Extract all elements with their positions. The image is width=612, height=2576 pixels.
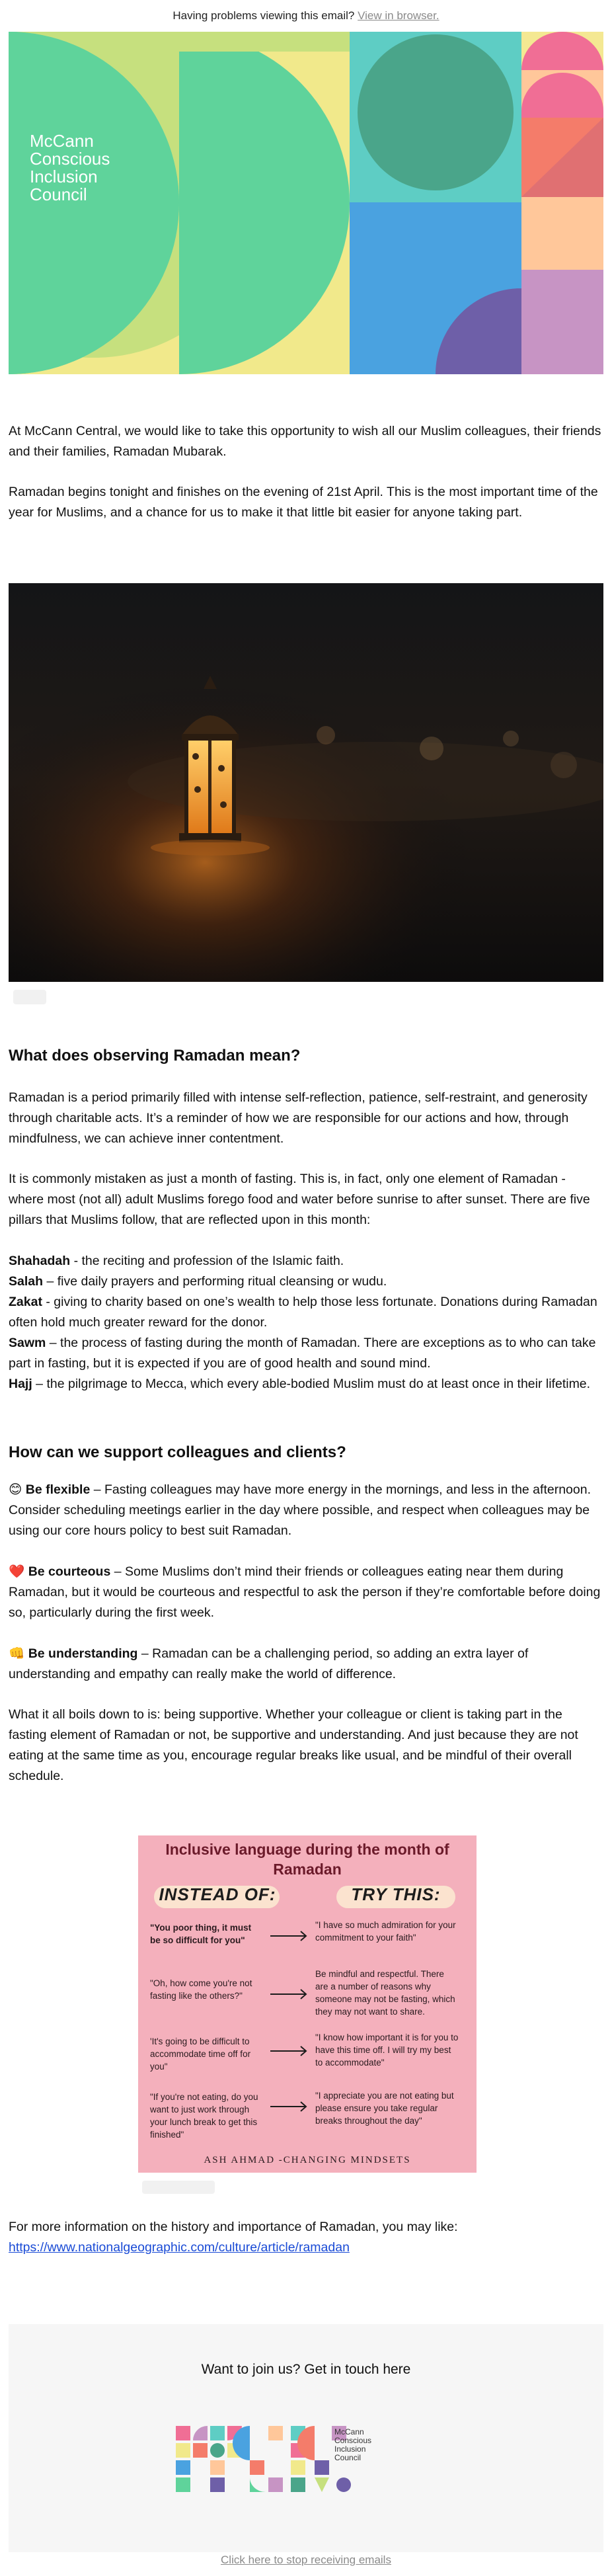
pillar-item: Salah – five daily prayers and performing ritual cleansing or wudu. [9, 1274, 387, 1289]
pillar-item: Shahadah - the reciting and profession of the Islamic faith. [9, 1254, 344, 1268]
right-arrow-icon [270, 2102, 306, 2111]
join-us-cta[interactable]: Want to join us? Get in touch here [201, 2362, 411, 2377]
section-heading-support: How can we support colleagues and clients? [9, 1443, 346, 1461]
more-info-paragraph [9, 2217, 603, 2258]
right-arrow-icon [270, 1990, 306, 1999]
instead-header: INSTEAD OF: [159, 1884, 276, 1904]
section1-paragraph-1: Ramadan is a period primarily filled with intense self-reflection, patience, self-restraint, and generosity through charitable acts. It’s a reminder of how we are responsible for our actions and how, through mindfulness, we can achieve inner contentment. [9, 1090, 588, 1146]
section-heading-observing: What does observing Ramadan mean? [9, 1047, 301, 1065]
footer-logo-text [334, 2428, 371, 2462]
intro-paragraph-1: At McCann Central, we would like to take this opportunity to wish all our Muslim colleagues, their friends and their families, Ramadan Mubarak. [9, 424, 601, 459]
logo-line: Inclusion [30, 167, 98, 186]
pillar-item: Sawm – the process of fasting during the month of Ramadan. There are exceptions as to who can take part in fasting, but it is expected if you are of good health and sound mind. [9, 1336, 596, 1371]
instead-text: 'It's going to be difficult to accommodate time off for you" [150, 2036, 251, 2072]
lantern-photo [9, 583, 603, 982]
instead-text: "You poor thing, it must be so difficult for you" [150, 1923, 252, 1945]
smile-emoji-icon: 😊 [9, 1482, 22, 1497]
support-closing-paragraph: What it all boils down to is: being supportive. Whether your colleague or client is taking part in the fasting element of Ramadan or not, be supportive and understanding. And just because they are not eating at the same time as you, encourage regular breaks like usual, and be mindful of their overall schedule. [9, 1707, 578, 1783]
try-text: "I appreciate you are not eating but please ensure you take regular breaks throughout the day" [315, 2091, 454, 2126]
tip-flexible: 😊 Be flexible – Fasting colleagues may have more energy in the mornings, and less in the afternoon. Consider scheduling meetings earlier in the day where possible, and respect when colleagues may be using our core hours policy to best suit Ramadan. [9, 1482, 591, 1538]
infographic-title: Inclusive language during the month of Ramadan [165, 1841, 449, 1878]
intro-paragraph-2: Ramadan begins tonight and finishes on the evening of 21st April. This is the most important time of the year for Muslims, and a chance for us to make it that little bit easier for anyone taking part. [9, 485, 598, 520]
instead-text: "If you're not eating, do you want to just work through your lunch break to get this finished" [150, 2092, 258, 2140]
pillar-item: Hajj – the pilgrimage to Mecca, which every able-bodied Muslim must do at least once in their lifetime. [9, 1377, 591, 1391]
problem-text: Having problems viewing this email? [172, 9, 355, 22]
logo-line: Inclusion [334, 2444, 366, 2454]
unsubscribe-link[interactable]: Click here to stop receiving emails [221, 2554, 391, 2566]
logo-line: McCann [30, 131, 94, 151]
view-in-browser-bar [0, 9, 612, 22]
try-text: "I have so much admiration for your commitment to your faith" [315, 1920, 456, 1943]
tip-understanding: 👊 Be understanding – Ramadan can be a challenging period, so adding an extra layer of understanding and empathy can really make the world of difference. [9, 1646, 529, 1681]
national-geographic-link[interactable]: https://www.nationalgeographic.com/culture/article/ramadan [9, 2240, 350, 2255]
instead-text: "Oh, how come you're not fasting like the others?" [150, 1978, 252, 2001]
try-text: Be mindful and respectful. There are a number of reasons why someone may not be fasting, which they may not want to share. [315, 1969, 455, 2017]
section1-paragraph-2: It is commonly mistaken as just a month of fasting. This is, in fact, only one element of Ramadan - where most (not all) adult Muslims forego food and water before sunrise to after sunset. There are five pillars that Muslims follow, that are reflected upon in this month: [9, 1172, 590, 1227]
pillar-item: Zakat - giving to charity based on one’s wealth to help those less fortunate. Donations during Ramadan often hold much greater reward for the donor. [9, 1295, 597, 1330]
right-arrow-icon [270, 2046, 306, 2056]
tip-courteous: ❤️ Be courteous – Some Muslims don’t mind their friends or colleagues eating near them during Ramadan, but it would be courteous and respectful to ask the person if they’re comfortable before doing so, particularly during the first week. [9, 1564, 601, 1620]
footer-cta-box [9, 2324, 603, 2552]
inclusive-language-infographic [138, 1835, 477, 2173]
fist-emoji-icon: 👊 [9, 1646, 25, 1661]
pillars-list [9, 1251, 603, 1394]
unsubscribe-bar [0, 2554, 612, 2567]
view-in-browser-link[interactable]: View in browser. [358, 9, 440, 22]
image-caption-placeholder [13, 990, 46, 1004]
logo-line: Council [30, 184, 87, 204]
try-header: TRY THIS: [351, 1884, 441, 1904]
hero-banner [9, 32, 603, 374]
heart-emoji-icon: ❤️ [9, 1564, 25, 1579]
logo-line: Council [334, 2453, 362, 2462]
banner-logo-text [30, 132, 110, 204]
infographic-credit: ASH AHMAD -CHANGING MINDSETS [204, 2155, 411, 2165]
right-arrow-icon [270, 1931, 306, 1941]
logo-line: McCann [334, 2427, 364, 2436]
lantern-illustration [9, 583, 603, 982]
logo-line: Conscious [30, 149, 110, 169]
try-text: "I know how important it is for you to have this time off. I will try my best to accommodate" [315, 2033, 459, 2068]
logo-line: Conscious [334, 2436, 372, 2445]
infographic-caption-placeholder [142, 2181, 215, 2194]
arrow-icons [268, 1928, 311, 2126]
more-info-text: For more information on the history and importance of Ramadan, you may like: [9, 2220, 458, 2234]
